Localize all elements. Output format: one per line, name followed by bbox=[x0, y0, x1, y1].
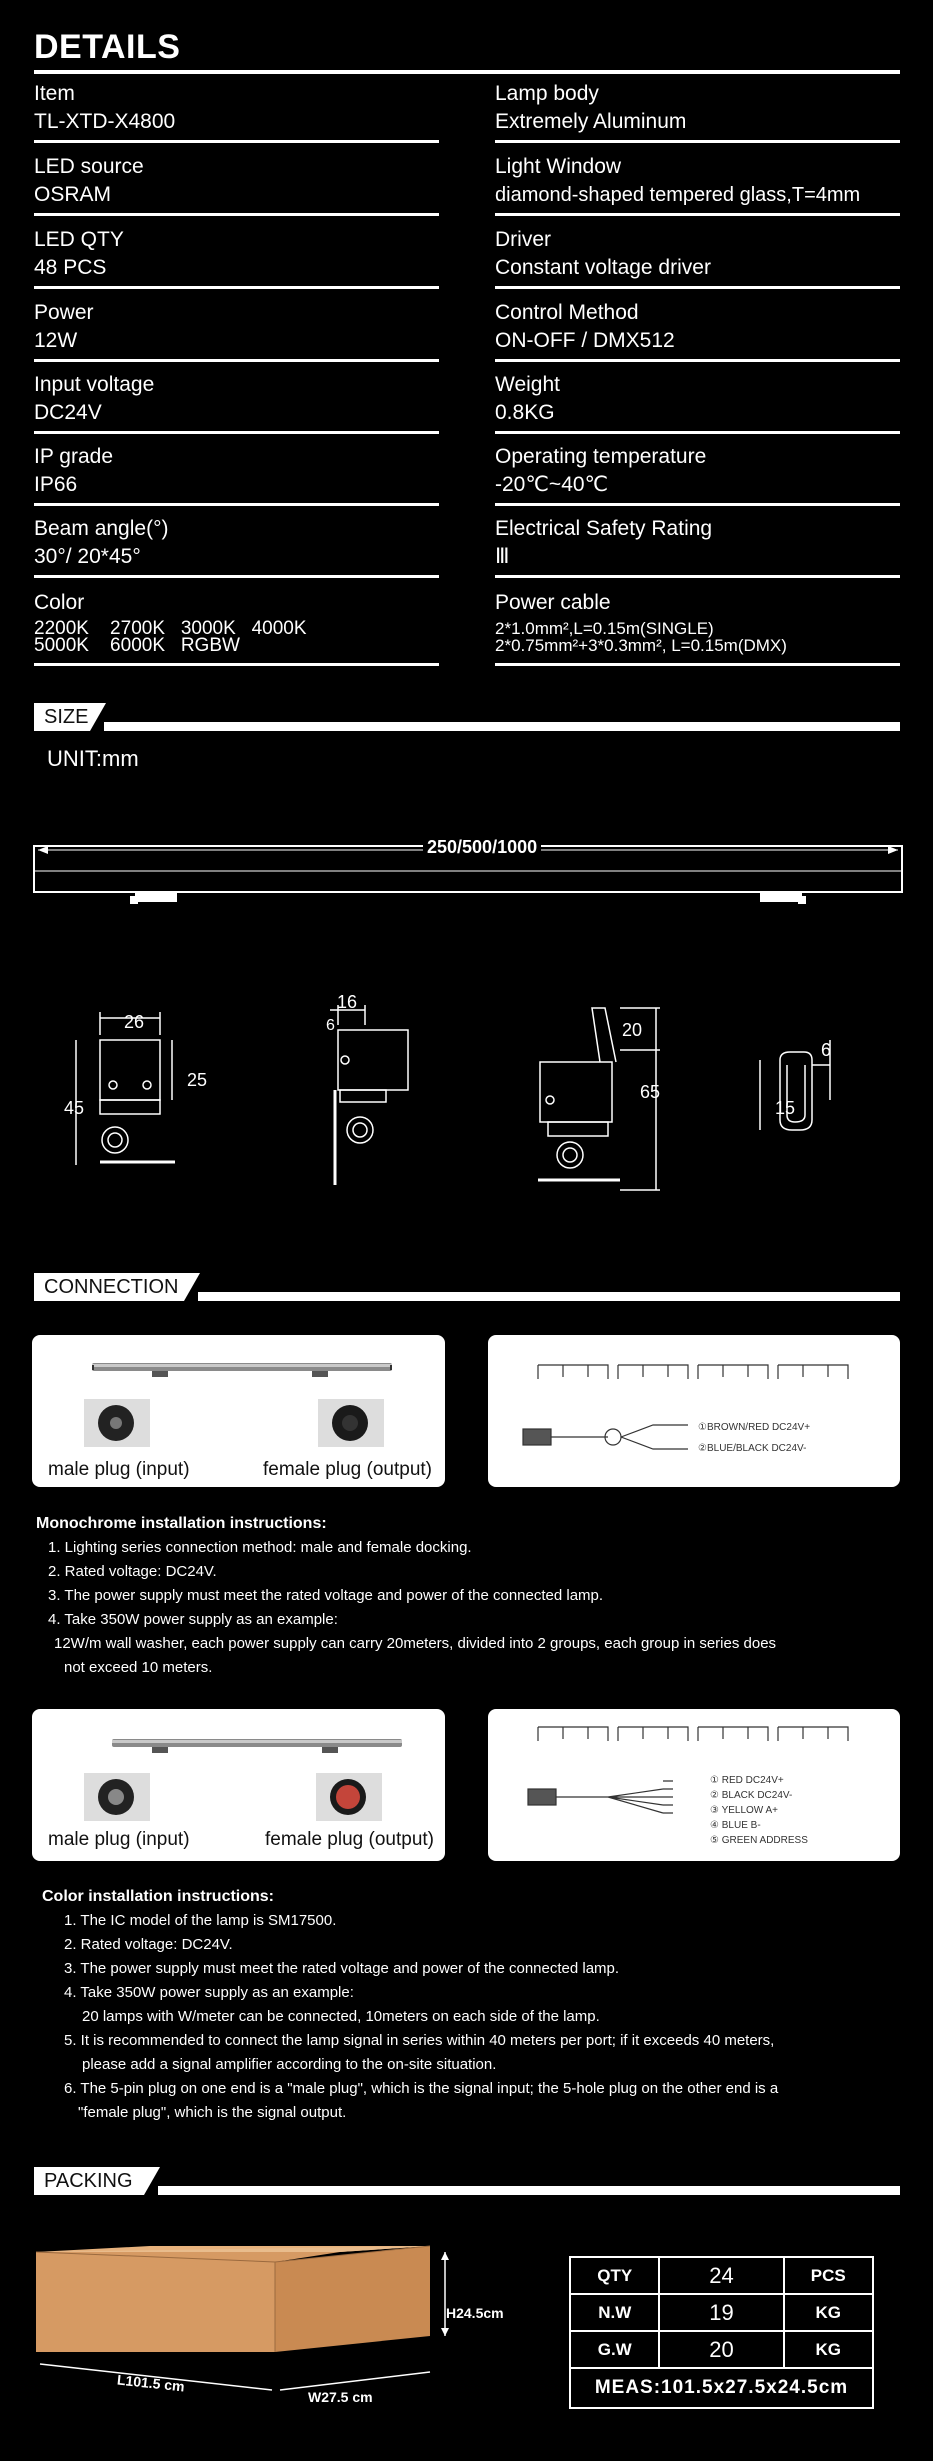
section-header-size bbox=[34, 703, 900, 731]
spec-label: Lamp body bbox=[495, 82, 599, 105]
spec-input-voltage bbox=[34, 371, 444, 434]
male-plug-caption: male plug (input) bbox=[48, 1459, 190, 1480]
spec-operating-temperature bbox=[495, 443, 905, 506]
spec-color bbox=[34, 589, 444, 666]
spec-value: 2*0.75mm²+3*0.3mm², L=0.15m(DMX) bbox=[495, 636, 787, 655]
spec-label: Operating temperature bbox=[495, 445, 707, 468]
color-wire-3: ③ YELLOW A+ bbox=[710, 1805, 778, 1816]
spec-power bbox=[34, 299, 444, 362]
instruction-line: 1. The IC model of the lamp is SM17500. bbox=[64, 1912, 337, 1929]
spec-value: 0.8KG bbox=[495, 401, 555, 424]
table-cell: 24 bbox=[659, 2257, 783, 2294]
instruction-line: not exceed 10 meters. bbox=[64, 1659, 213, 1676]
section-tab: SIZE bbox=[34, 703, 90, 731]
meas-cell: MEAS:101.5x27.5x24.5cm bbox=[570, 2368, 873, 2408]
spec-value: 2*1.0mm²,L=0.15m(SINGLE) bbox=[495, 619, 714, 638]
table-cell: KG bbox=[784, 2331, 874, 2368]
spec-beam-angle bbox=[34, 515, 444, 578]
spec-value: 2200K 2700K 3000K 4000K bbox=[34, 618, 307, 639]
table-row bbox=[570, 2257, 873, 2294]
spec-driver bbox=[495, 226, 905, 289]
dim-45: 45 bbox=[64, 1098, 85, 1118]
box-width-label: W27.5 cm bbox=[308, 2389, 373, 2405]
section-header-packing bbox=[34, 2167, 900, 2195]
table-cell: KG bbox=[784, 2294, 874, 2331]
spec-label: LED source bbox=[34, 155, 144, 178]
color-wire-5: ⑤ GREEN ADDRESS bbox=[710, 1835, 808, 1846]
dim-16: 16 bbox=[337, 992, 358, 1012]
mono-wire-2: ②BLUE/BLACK DC24V- bbox=[698, 1443, 807, 1454]
female-plug-caption: female plug (output) bbox=[265, 1829, 434, 1850]
spec-lamp-body bbox=[495, 80, 905, 143]
spec-led-qty bbox=[34, 226, 444, 289]
spec-label: Weight bbox=[495, 373, 560, 396]
spec-light-window bbox=[495, 153, 905, 216]
spec-label: Light Window bbox=[495, 155, 622, 178]
page-title: DETAILS bbox=[34, 28, 181, 66]
spec-value: Constant voltage driver bbox=[495, 256, 711, 279]
lamp-bar-image bbox=[92, 1353, 392, 1383]
instruction-line: "female plug", which is the signal output. bbox=[78, 2104, 347, 2121]
instruction-line: please add a signal amplifier according to the on-site situation. bbox=[82, 2056, 497, 2073]
spec-value: 30°/ 20*45° bbox=[34, 545, 141, 568]
table-row bbox=[570, 2368, 873, 2408]
dim-20: 20 bbox=[622, 1020, 643, 1040]
spec-label: LED QTY bbox=[34, 228, 124, 251]
instruction-line: 20 lamps with W/meter can be connected, 10meters on each side of the lamp. bbox=[82, 2008, 600, 2025]
table-cell: G.W bbox=[570, 2331, 659, 2368]
mono-wiring-card bbox=[488, 1335, 900, 1487]
mono-instructions bbox=[36, 1512, 896, 1680]
spec-control-method bbox=[495, 299, 905, 362]
mono-plug-card bbox=[32, 1335, 445, 1487]
spec-value: 12W bbox=[34, 329, 78, 352]
instruction-line: 2. Rated voltage: DC24V. bbox=[48, 1563, 217, 1580]
packing-table bbox=[569, 2256, 874, 2409]
spec-value: OSRAM bbox=[34, 183, 112, 206]
packing-box-drawing bbox=[30, 2240, 530, 2430]
spec-electrical-safety bbox=[495, 515, 905, 578]
dim-15: 15 bbox=[775, 1098, 796, 1118]
table-cell: PCS bbox=[784, 2257, 874, 2294]
section-header-connection bbox=[34, 1273, 900, 1301]
female-plug-caption: female plug (output) bbox=[263, 1459, 432, 1480]
box-length-label: L101.5 cm bbox=[116, 2371, 186, 2395]
spec-label: Beam angle(°) bbox=[34, 517, 169, 540]
spec-value: 5000K 6000K RGBW bbox=[34, 635, 240, 656]
instruction-line: 6. The 5-pin plug on one end is a "male plug", which is the signal input; the 5-hole plug on the other end is a bbox=[64, 2080, 779, 2097]
instruction-line: 3. The power supply must meet the rated voltage and power of the connected lamp. bbox=[48, 1587, 604, 1604]
mono-wiring-diagram bbox=[488, 1335, 900, 1487]
color-wiring-card bbox=[488, 1709, 900, 1861]
spec-led-source bbox=[34, 153, 444, 216]
section-tab: CONNECTION bbox=[34, 1273, 184, 1301]
dim-26: 26 bbox=[124, 1012, 145, 1032]
male-plug-image bbox=[84, 1399, 150, 1447]
spec-label: Driver bbox=[495, 228, 551, 251]
color-instructions-title: Color installation instructions: bbox=[42, 1888, 275, 1905]
spec-value: DC24V bbox=[34, 401, 102, 424]
instruction-line: 4. Take 350W power supply as an example: bbox=[48, 1611, 338, 1628]
female-plug-image bbox=[316, 1773, 382, 1821]
spec-power-cable bbox=[495, 589, 905, 666]
color-wire-4: ④ BLUE B- bbox=[710, 1820, 761, 1831]
instruction-line: 3. The power supply must meet the rated voltage and power of the connected lamp. bbox=[64, 1960, 620, 1977]
title-rule bbox=[34, 70, 900, 74]
instruction-line: 4. Take 350W power supply as an example: bbox=[64, 1984, 354, 2001]
spec-label: Electrical Safety Rating bbox=[495, 517, 713, 540]
length-label: 250/500/1000 bbox=[423, 837, 541, 858]
lamp-bar-image bbox=[112, 1729, 412, 1759]
color-wire-2: ② BLACK DC24V- bbox=[710, 1790, 793, 1801]
spec-value: TL-XTD-X4800 bbox=[34, 110, 176, 133]
spec-ip-grade bbox=[34, 443, 444, 506]
spec-label: Power cable bbox=[495, 591, 611, 614]
spec-label: Input voltage bbox=[34, 373, 155, 396]
instruction-line: 12W/m wall washer, each power supply can carry 20meters, divided into 2 groups, each group in series does bbox=[54, 1635, 777, 1652]
spec-value: diamond-shaped tempered glass,T=4mm bbox=[495, 184, 861, 206]
table-cell: N.W bbox=[570, 2294, 659, 2331]
spec-value: Ⅲ bbox=[495, 545, 510, 568]
mono-wire-1: ①BROWN/RED DC24V+ bbox=[698, 1422, 811, 1433]
cross-section-drawings bbox=[60, 990, 880, 1200]
color-plug-card bbox=[32, 1709, 445, 1861]
box-height-label: H24.5cm bbox=[446, 2305, 504, 2321]
dim-65: 65 bbox=[640, 1082, 661, 1102]
dim-6a: 6 bbox=[326, 1017, 335, 1034]
dim-25: 25 bbox=[187, 1070, 208, 1090]
spec-value: 48 PCS bbox=[34, 256, 107, 279]
male-plug-caption: male plug (input) bbox=[48, 1829, 190, 1850]
spec-value: Extremely Aluminum bbox=[495, 110, 687, 133]
spec-item bbox=[34, 80, 444, 143]
spec-label: Control Method bbox=[495, 301, 639, 324]
male-plug-image bbox=[84, 1773, 150, 1821]
table-row bbox=[570, 2331, 873, 2368]
color-wiring-diagram bbox=[488, 1709, 900, 1861]
spec-value: IP66 bbox=[34, 473, 78, 496]
spec-label: Power bbox=[34, 301, 94, 324]
instruction-line: 5. It is recommended to connect the lamp signal in series within 40 meters per port; if it exceeds 40 meters, bbox=[64, 2032, 775, 2049]
table-cell: 19 bbox=[659, 2294, 783, 2331]
spec-value: -20℃~40℃ bbox=[495, 473, 609, 496]
female-plug-image bbox=[318, 1399, 384, 1447]
unit-label: UNIT:mm bbox=[47, 746, 139, 771]
spec-weight bbox=[495, 371, 905, 434]
instruction-line: 2. Rated voltage: DC24V. bbox=[64, 1936, 233, 1953]
section-tab: PACKING bbox=[34, 2167, 144, 2195]
color-wire-1: ① RED DC24V+ bbox=[710, 1775, 784, 1786]
table-row bbox=[570, 2294, 873, 2331]
table-cell: QTY bbox=[570, 2257, 659, 2294]
dim-6b: 6 bbox=[821, 1040, 832, 1060]
table-cell: 20 bbox=[659, 2331, 783, 2368]
spec-label: Item bbox=[34, 82, 75, 105]
spec-value: ON-OFF / DMX512 bbox=[495, 329, 675, 352]
mono-instructions-title: Monochrome installation instructions: bbox=[36, 1515, 327, 1532]
color-instructions bbox=[42, 1885, 902, 2125]
spec-label: IP grade bbox=[34, 445, 114, 468]
spec-label: Color bbox=[34, 591, 85, 614]
instruction-line: 1. Lighting series connection method: male and female docking. bbox=[48, 1539, 472, 1556]
